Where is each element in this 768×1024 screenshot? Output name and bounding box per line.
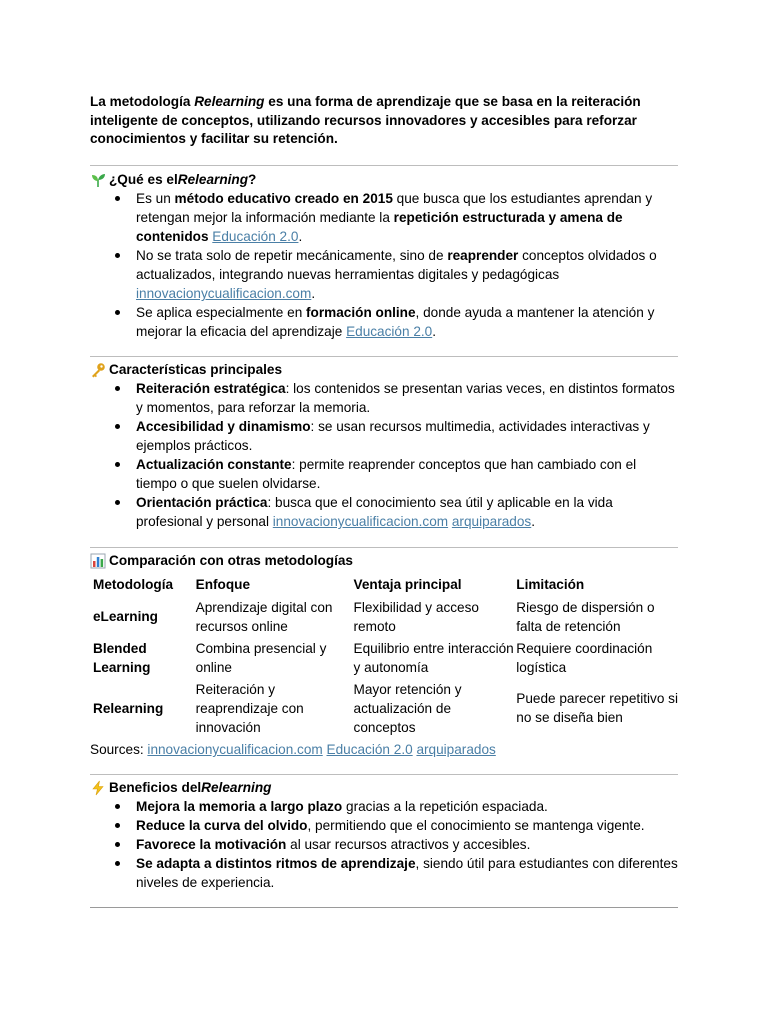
sources-line <box>90 740 680 759</box>
bold-text: formación online <box>306 305 416 320</box>
bold-text: método educativo creado en 2015 <box>174 191 393 206</box>
source-link[interactable]: innovacionycualificacion.com <box>272 514 449 529</box>
text: gracias a la repetición espaciada. <box>342 799 548 814</box>
bold-text: Reiteración estratégica <box>136 381 286 396</box>
source-link[interactable]: innovacionycualificacion.com <box>136 286 312 301</box>
column-header: Limitación <box>516 576 585 592</box>
table-row <box>90 678 680 738</box>
table-row <box>90 637 680 678</box>
table-cell: Reiteración y reaprendizaje con innovación <box>195 681 304 735</box>
text: Se aplica especialmente en <box>136 305 307 320</box>
comparison-table <box>90 572 680 738</box>
divider <box>90 907 678 908</box>
intro-text: La metodología <box>90 94 195 109</box>
divider <box>90 774 678 775</box>
text: . <box>311 286 316 301</box>
heading-text-end: ? <box>248 172 257 187</box>
features-list <box>90 379 680 531</box>
table-row <box>90 596 680 637</box>
source-link[interactable]: arquiparados <box>416 742 496 757</box>
column-header: Metodología <box>93 576 174 592</box>
bold-text: Favorece la motivación <box>136 837 287 852</box>
section-features <box>90 360 680 531</box>
table-cell: eLearning <box>93 609 158 624</box>
bold-text: repetición estructurada y amena de contenidos <box>136 210 623 244</box>
source-link[interactable]: arquiparados <box>451 514 532 529</box>
text: Es un <box>136 191 175 206</box>
column-header: Enfoque <box>195 576 251 592</box>
heading-emphasis: Relearning <box>201 780 272 795</box>
bold-text: Accesibilidad y dinamismo <box>136 419 311 434</box>
table-cell: Combina presencial y online <box>195 640 327 675</box>
bold-text: Se adapta a distintos ritmos de aprendizaje <box>136 856 416 871</box>
intro-emphasis: Relearning <box>194 94 265 109</box>
text: : se usan recursos multimedia, actividades interactivas y ejemplos prácticos. <box>136 419 650 453</box>
bold-text: reaprender <box>447 248 519 263</box>
table-cell: Blended Learning <box>93 640 151 675</box>
text: : permite reaprender conceptos que han cambiado con el tiempo o que suelen olvidarse. <box>136 457 637 491</box>
column-header: Ventaja principal <box>353 576 462 592</box>
benefits-list <box>90 797 680 892</box>
source-link[interactable]: innovacionycualificacion.com <box>147 742 323 757</box>
table-cell: Puede parecer repetitivo si no se diseña bien <box>516 691 678 725</box>
what-list <box>90 189 680 341</box>
heading-text: Comparación con otras metodologías <box>109 553 353 568</box>
list-item <box>90 417 680 455</box>
table-cell: Requiere coordinación logística <box>516 640 653 675</box>
bar-chart-icon <box>90 553 106 569</box>
text: No se trata solo de repetir mecánicamente, sino de <box>136 248 448 263</box>
table-cell: Relearning <box>93 700 164 716</box>
table-cell: Flexibilidad y acceso remoto <box>353 599 479 634</box>
text: . <box>531 514 536 529</box>
list-item <box>90 493 680 531</box>
text: conceptos olvidados o actualizados, integrando nuevas herramientas digitales y pedagógicas <box>136 248 657 282</box>
text: : los contenidos se presentan varias veces, en distintos formatos y momentos, para reforzar la memoria. <box>136 381 675 415</box>
list-item <box>90 816 680 835</box>
list-item <box>90 246 680 303</box>
bold-text: Actualización constante <box>136 457 292 472</box>
heading-text: Características principales <box>109 362 283 377</box>
heading-text: ¿Qué es el <box>109 172 178 187</box>
section-what <box>90 170 680 341</box>
lightning-icon <box>90 780 106 796</box>
section-heading <box>90 360 680 379</box>
seedling-icon <box>90 172 106 188</box>
source-link[interactable]: Educación 2.0 <box>326 742 413 757</box>
table-cell: Equilibrio entre interacción y autonomía <box>353 640 514 675</box>
list-item <box>90 835 680 854</box>
section-heading <box>90 170 680 189</box>
list-item <box>90 854 680 892</box>
list-item <box>90 379 680 417</box>
text: al usar recursos atractivos y accesibles. <box>286 837 531 852</box>
text: , siendo útil para estudiantes con diferentes niveles de experiencia. <box>136 856 678 890</box>
text: : busca que el conocimiento sea útil y aplicable en la vida profesional y personal <box>136 495 613 529</box>
text: , permitiendo que el conocimiento se mantenga vigente. <box>307 818 645 833</box>
bold-text: Orientación práctica <box>136 495 268 510</box>
list-item <box>90 797 680 816</box>
divider <box>90 356 678 357</box>
section-heading <box>90 778 680 797</box>
section-comparison <box>90 551 680 759</box>
divider <box>90 547 678 548</box>
bold-text: Mejora la memoria a largo plazo <box>136 799 343 814</box>
text: . <box>432 324 436 339</box>
section-benefits <box>90 778 680 892</box>
sources-label: Sources: <box>90 742 148 757</box>
intro-paragraph <box>90 93 685 149</box>
list-item <box>90 303 680 341</box>
section-heading <box>90 551 680 570</box>
table-cell: Mayor retención y actualización de conceptos <box>353 681 462 735</box>
text: . <box>298 229 303 244</box>
heading-emphasis: Relearning <box>177 172 249 187</box>
table-cell: Aprendizaje digital con recursos online <box>195 599 333 634</box>
text: , donde ayuda a mantener la atención y mejorar la eficacia del aprendizaje <box>136 305 655 339</box>
intro-text-cont: es una forma de aprendizaje que se basa en la reiteración inteligente de conceptos, utilizando recursos innovadores y accesibles para reforzar conocimientos y facilitar su retención. <box>90 94 641 147</box>
heading-text: Beneficios del <box>109 780 202 795</box>
list-item <box>90 455 680 493</box>
divider <box>90 165 678 166</box>
key-icon <box>90 362 106 378</box>
list-item <box>90 189 680 246</box>
text: que busca que los estudiantes aprendan y retengan mejor la información mediante la <box>136 191 653 225</box>
source-link[interactable]: Educación 2.0 <box>212 229 299 244</box>
bold-text: Reduce la curva del olvido <box>136 818 308 833</box>
source-link[interactable]: Educación 2.0 <box>346 324 433 339</box>
table-header-row <box>90 572 680 596</box>
table-cell: Riesgo de dispersión o falta de retención <box>516 599 655 634</box>
